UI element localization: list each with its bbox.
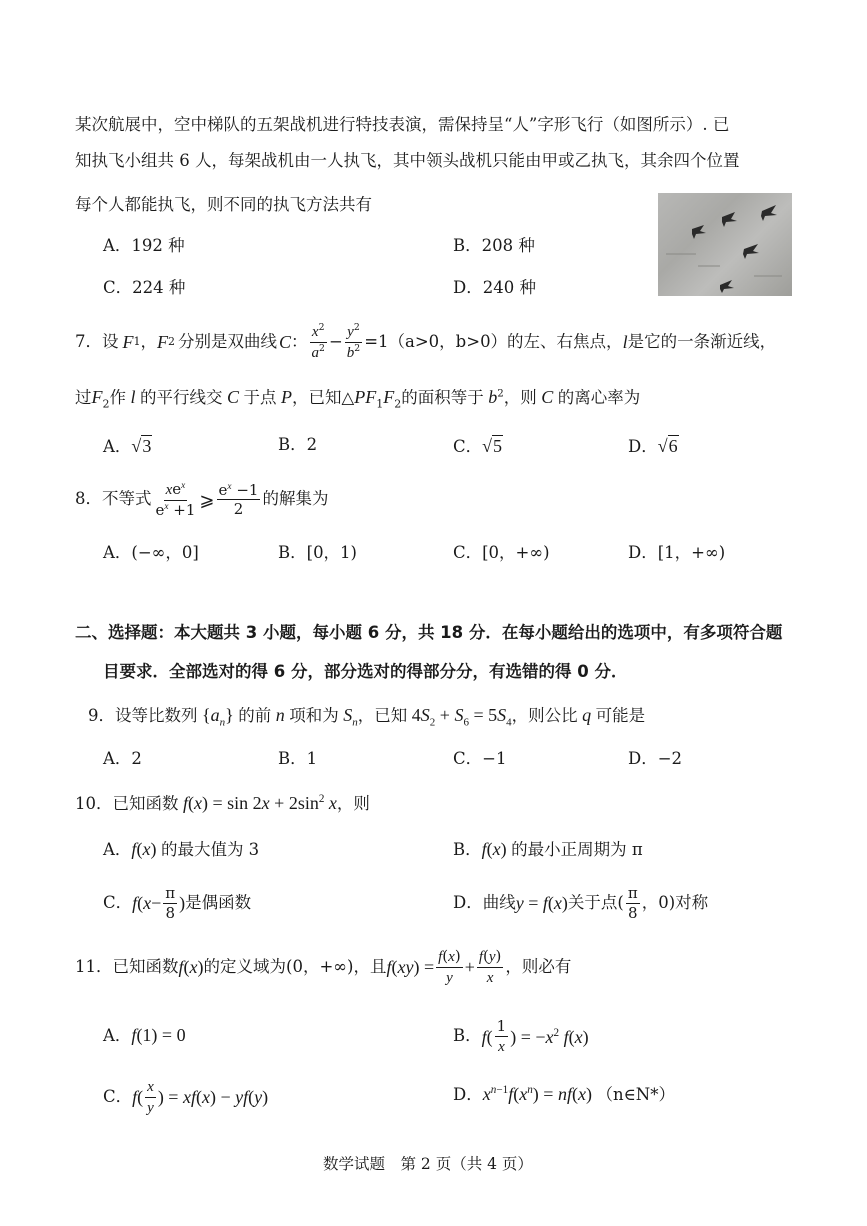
section2-heading-line1: 二、选择题：本大题共 3 小题，每小题 6 分，共 18 分．在每小题给出的选项中，有多项符合题 [75,623,783,642]
q7-option-d: D．√6 [628,436,678,456]
q9-line: 9．设等比数列 $\{a_n\}$ 的前 n 项和为 $S_n$，已知 $4S_2 + S_6 = 5S_4$，则公比 q 可能是 [88,705,646,729]
q8-line: 8． 不等式 $\frac{xe^x}{e^x +1}$ ⩾ $\frac{e^x -1}{2}$ 的解集为 [75,480,329,519]
q11-line: 11． 已知函数 f(x) 的定义域为(0，+∞)，且 f(xy) = $\frac{f(x)}{y}$ + $\frac{f(y)}{x}$ ，则必有 [75,947,572,986]
q7-frac-y2b2: $\frac{y^2}{b^2}$ [346,322,361,361]
q7-option-c: C．√5 [453,436,503,456]
q10-option-a: A．f(x) 的最大值为 3 [103,839,260,859]
q8-option-a: A．(−∞，0] [103,543,199,562]
fighter-jets-formation-photo [658,193,792,296]
q10-option-d: D．曲线 y = f(x) 关于点( $\frac{\pi}{8}$ ，0)对称 [453,884,709,922]
q6-option-d: D．240 种 [453,278,536,297]
q6-option-b: B．208 种 [453,236,535,255]
q9-option-a: A．2 [103,749,142,768]
q8-frac-left: $\frac{xe^x}{e^x +1}$ [155,480,196,519]
q10-option-c: C． f(x− $\frac{\pi}{8}$ ) 是偶函数 [103,884,252,922]
q8-frac-right: $\frac{e^x -1}{2}$ [218,480,259,518]
q8-option-b: B．[0，1) [278,543,357,562]
q9-option-c: C．−1 [453,749,507,768]
q6-line1: 某次航展中，空中梯队的五架战机进行特技表演，需保持呈“人”字形飞行（如图所示）. 已 [75,115,730,134]
q9-option-b: B．1 [278,749,318,768]
q11-option-b: B． f( $\frac{1}{x}$ ) = $-x^2$ f(x) [453,1017,589,1055]
q10-line: 10．已知函数 $f(x) = \sin 2x + 2\sin^2$ x，则 [75,793,370,813]
q7-line1: 7． 设 F 1 ， F 2 分别是双曲线 C ： $\frac{x^2}{a^2}$ − $\frac{y^2}{b^2}$ =1 （a>0，b>0）的左、右焦点， l 是它的一条渐近线， [75,322,777,361]
page-footer: 数学试题 第 2 页（共 4 页） [323,1155,533,1173]
q8-option-d: D．[1，+∞) [628,543,726,562]
q6-option-c: C．224 种 [103,278,186,297]
q11-option-d: D．$x^{n-1}f(x^n) = nf(x)$ （n∈N*） [453,1084,675,1104]
q8-option-c: C．[0，+∞) [453,543,550,562]
section2-heading-line2: 目要求．全部选对的得 6 分，部分选对的得部分分，有选错的得 0 分． [103,662,628,681]
q7-option-b: B．2 [278,435,318,454]
q10-option-b: B．f(x) 的最小正周期为 π [453,839,643,859]
q7-line2: 过$F_2$作 l 的平行线交 C 于点 P，已知$\triangle PF_1F_2$的面积等于 $b^2$，则 C 的离心率为 [75,387,641,411]
q7-frac-x2a2: $\frac{x^2}{a^2}$ [311,322,325,361]
q11-option-a: A．f(1) = 0 [103,1025,186,1045]
jet-formation-icon [658,193,792,296]
q6-option-a: A．192 种 [103,236,185,255]
q6-line2: 知执飞小组共 6 人，每架战机由一人执飞，其中领头战机只能由甲或乙执飞，其余四个位置 [75,151,740,170]
q7-option-a: A．√3 [103,436,152,456]
q11-option-c: C． f( $\frac{x}{y}$ ) = xf(x) − yf(y) [103,1079,269,1116]
q9-option-d: D．−2 [628,749,683,768]
q6-line3: 每个人都能执飞，则不同的执飞方法共有 [75,195,372,214]
